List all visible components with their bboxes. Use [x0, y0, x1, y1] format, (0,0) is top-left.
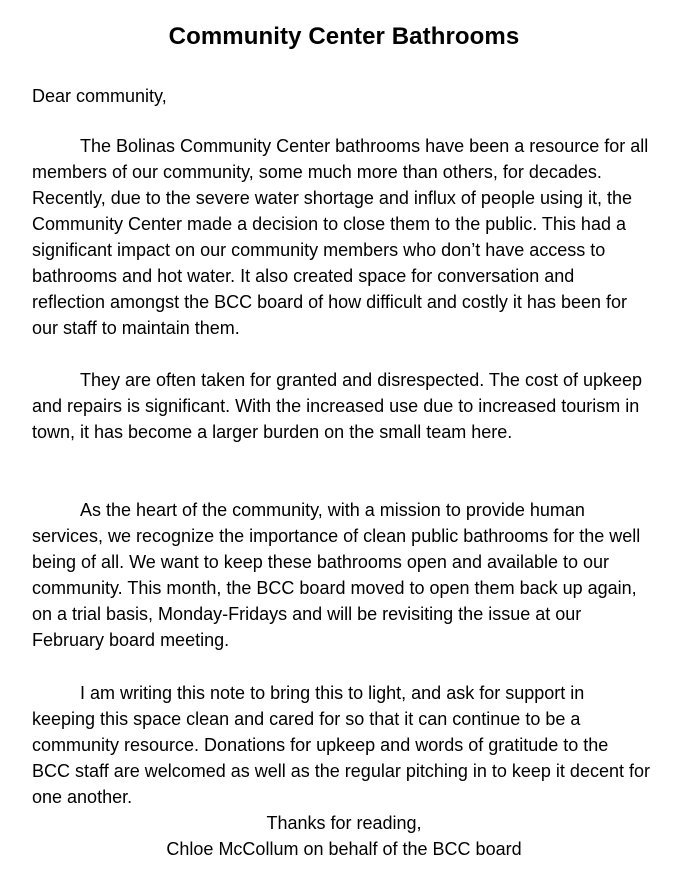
closing-line: Thanks for reading, [266, 813, 422, 833]
salutation: Dear community, [32, 86, 167, 106]
body-paragraph-2: They are often taken for granted and disrespected. The cost of upkeep and repairs is significant. With the increased use due to increased tourism in town, it has become a larger burden on the small team here. [32, 370, 643, 442]
body-paragraph-1: The Bolinas Community Center bathrooms have been a resource for all members of our community, some much more than others, for decades. Recently, due to the severe water shortage and influx of people using it, the Community Center made a decision to close them to the public. This had a significant impact on our community members who don’t have access to bathrooms and hot water. It also created space for conversation and reflection amongst the BCC board of how difficult and costly it has been for our staff to maintain them. [32, 136, 649, 338]
body-paragraph-3: As the heart of the community, with a mission to provide human services, we recognize the importance of clean public bathrooms for the well being of all. We want to keep these bathrooms open and available to our community. This month, the BCC board moved to open them back up again, on a trial basis, Monday-Fridays and will be revisiting the issue at our February board meeting. [32, 500, 641, 650]
signature-line: Chloe McCollum on behalf of the BCC board [166, 839, 522, 859]
body-paragraph-4: I am writing this note to bring this to light, and ask for support in keeping this space clean and cared for so that it can continue to be a community resource. Donations for upkeep and words of gratitude to the BCC staff are welcomed as well as the regular pitching in to keep it decent for one another. [32, 683, 650, 807]
document-title: Community Center Bathrooms [168, 23, 520, 50]
